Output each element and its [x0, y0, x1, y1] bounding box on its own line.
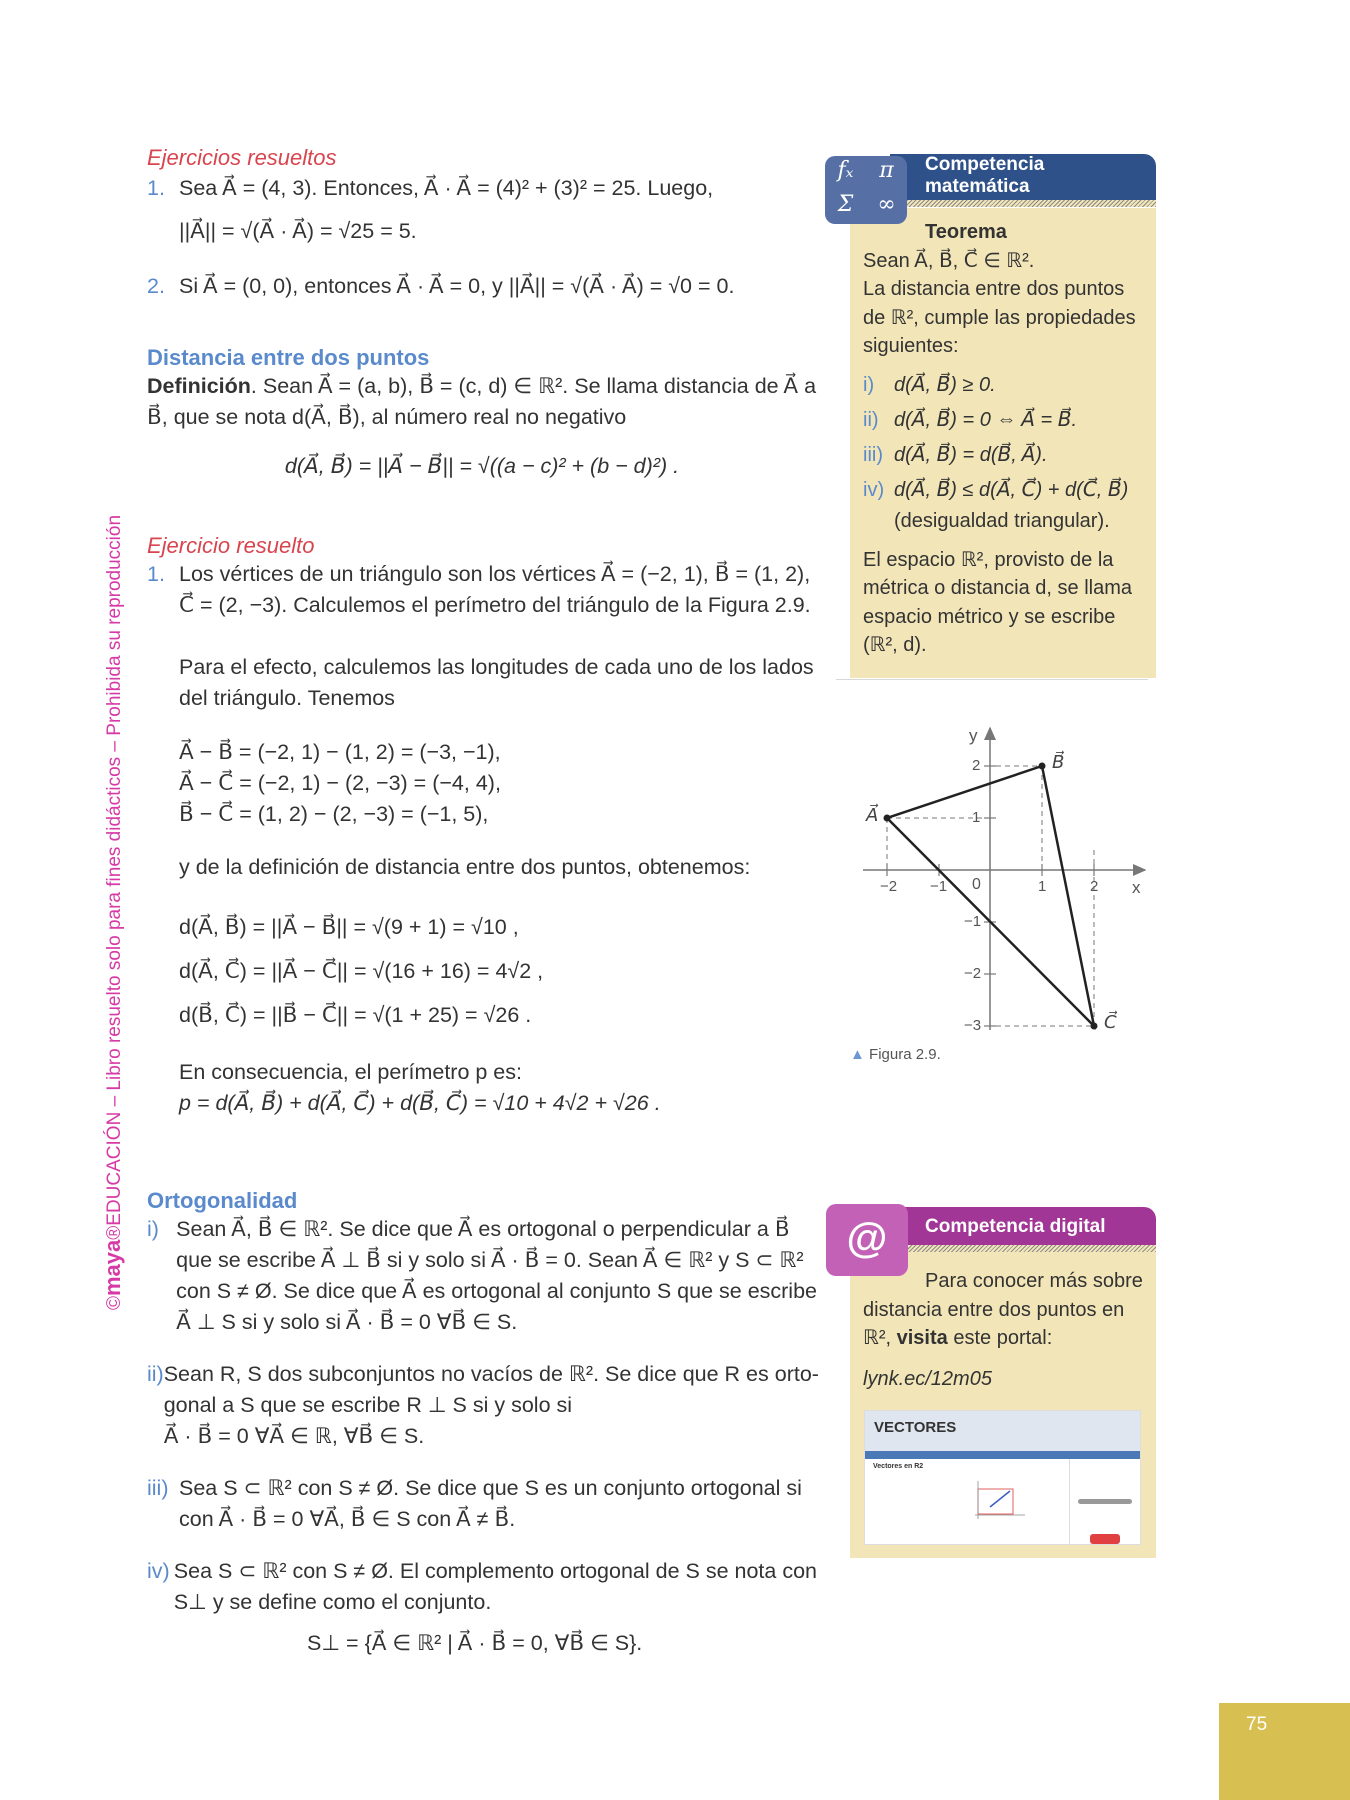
- title-line: Competencia: [925, 154, 1045, 175]
- property-item: [863, 403, 1153, 438]
- property-text: d(A⃗, B⃗) ≥ 0.: [894, 373, 996, 396]
- y-tick: −3: [964, 1017, 982, 1034]
- property-text: d(A⃗, B⃗) ≤ d(A⃗, C⃗) + d(C⃗, B⃗): [894, 478, 1129, 501]
- definition-line-1: [147, 371, 817, 402]
- item-line: Sean A⃗, B⃗ ∈ ℝ². Se dice que A⃗ es ortogonal o perpendicular a B⃗: [176, 1217, 790, 1241]
- item-number: 2.: [147, 274, 165, 298]
- header-hatch-decoration: [890, 1245, 1156, 1252]
- item-number: 1.: [147, 562, 165, 586]
- distance-row: d(A⃗, B⃗) = ||A⃗ − B⃗|| = √(9 + 1) = √10 ,: [179, 915, 519, 939]
- property-text: d(A⃗, B⃗) = d(B⃗, A⃗).: [894, 443, 1048, 466]
- definition-text: . Sean A⃗ = (a, b), B⃗ = (c, d) ∈ ℝ². Se llama distancia de A⃗ a: [250, 374, 817, 398]
- competencia-matematica-title: [925, 154, 1044, 198]
- item-number: iv): [147, 1559, 170, 1583]
- function-icon: 𝑓ₓ: [837, 158, 854, 183]
- closing-line: métrica o distancia d, se llama: [863, 577, 1133, 599]
- header-hatch-decoration: [890, 200, 1156, 207]
- point-label-c: C⃗: [1104, 1012, 1117, 1032]
- item-line: Sean R, S dos subconjuntos no vacíos de ℝ². Se dice que R es orto-: [163, 1362, 819, 1386]
- closing-line: espacio métrico y se escribe: [863, 605, 1116, 628]
- conclusion-2: p = d(A⃗, B⃗) + d(A⃗, C⃗) + d(B⃗, C⃗) = √10 + 4√2 + √26 .: [179, 1091, 661, 1115]
- paragraph-3: y de la definición de distancia entre dos puntos, obtenemos:: [179, 855, 751, 879]
- copyright-vertical-text: [100, 515, 126, 1310]
- teorema-line: La distancia entre dos puntos: [863, 278, 1125, 300]
- section-heading: Ejercicios resueltos: [147, 145, 337, 170]
- screenshot-title: VECTORES: [865, 1411, 1140, 1451]
- point-label-b: B⃗: [1052, 752, 1065, 772]
- item-line: gonal a S que se escribe R ⊥ S si y solo si: [163, 1393, 573, 1417]
- infinity-icon: ∞: [877, 192, 896, 217]
- brand-logo: maya: [100, 1239, 125, 1296]
- distance-formula: d(A⃗, B⃗) = ||A⃗ − B⃗|| = √((a − c)² + (b − d)²) .: [284, 454, 680, 478]
- pi-icon: π: [879, 158, 894, 183]
- property-number: iv): [863, 478, 885, 501]
- teorema-heading: Teorema: [925, 221, 1007, 243]
- properties-list: [863, 368, 1153, 534]
- closing-paragraph: [863, 546, 1153, 660]
- page-number-box: [1219, 1703, 1350, 1800]
- distance-row: d(A⃗, C⃗) = ||A⃗ − C⃗|| = √(16 + 16) = 4√2 ,: [179, 959, 544, 983]
- conclusion-1: En consecuencia, el perímetro p es:: [179, 1060, 522, 1084]
- triangle-marker-icon: ▲: [850, 1046, 865, 1063]
- item-line: Sea S ⊂ ℝ² con S ≠ Ø. El complemento ortogonal de S se nota con: [173, 1559, 817, 1583]
- difference-row: A⃗ − B⃗ = (−2, 1) − (1, 2) = (−3, −1),: [179, 740, 501, 764]
- exercise-intro-1: [147, 559, 817, 590]
- exercise-text: Si A⃗ = (0, 0), entonces A⃗ · A⃗ = 0, y ||A⃗|| = √(A⃗ · A⃗) = √0 = 0.: [179, 274, 735, 298]
- ejercicio-resuelto-section: [147, 533, 817, 1119]
- item-line: con A⃗ · B⃗ = 0 ∀A⃗, B⃗ ∈ S con A⃗ ≠ B⃗.: [179, 1507, 516, 1531]
- definition-label: Definición: [147, 374, 251, 398]
- digital-content: [863, 1267, 1153, 1353]
- teorema-line: de ℝ², cumple las propiedades: [863, 306, 1136, 329]
- y-tick: −2: [964, 965, 982, 982]
- exercise-text: Sea A⃗ = (4, 3). Entonces, A⃗ · A⃗ = (4)² + (3)² = 25. Luego,: [179, 176, 714, 200]
- differences-list: [147, 737, 817, 830]
- ejercicios-resueltos-section: [147, 145, 807, 302]
- teorema-line: Sean A⃗, B⃗, C⃗ ∈ ℝ².: [863, 249, 1035, 272]
- digital-line: Para conocer más sobre: [925, 1270, 1143, 1292]
- website-screenshot: [864, 1410, 1141, 1545]
- distance-row: d(B⃗, C⃗) = ||B⃗ − C⃗|| = √(1 + 25) = √26 .: [179, 1003, 532, 1027]
- x-axis-label: x: [1132, 878, 1141, 897]
- definition-line-2: B⃗, que se nota d(A⃗, B⃗), al número real no negativo: [147, 405, 627, 429]
- closing-line: El espacio ℝ², provisto de la: [863, 548, 1114, 571]
- closing-line: (ℝ², d).: [863, 634, 927, 656]
- copyright-symbol: ©: [104, 1296, 125, 1310]
- copyright-text: EDUCACIÓN – Libro resuelto solo para fines didácticos – Prohibida su reproducción: [104, 514, 125, 1226]
- title-line: matemática: [925, 176, 1030, 197]
- point-label-a: A⃗: [866, 805, 879, 825]
- property-note: (desigualdad triangular).: [894, 509, 1110, 532]
- visit-emphasis: visita: [896, 1327, 948, 1349]
- property-number: i): [863, 373, 875, 396]
- item-line: que se escribe A⃗ ⊥ B⃗ si y solo si A⃗ · B⃗ = 0. Sean A⃗ ∈ ℝ² y S ⊂ ℝ²: [176, 1248, 804, 1272]
- property-item: [863, 438, 1153, 473]
- box-divider: [836, 679, 1148, 680]
- distancia-section: [147, 345, 817, 482]
- portal-link[interactable]: lynk.ec/12m05: [863, 1368, 992, 1390]
- paragraph-2: del triángulo. Tenemos: [179, 686, 395, 710]
- triangle-figure: [855, 720, 1165, 1040]
- y-axis-label: y: [969, 726, 978, 745]
- screenshot-sidebar: [1069, 1459, 1140, 1544]
- difference-row: B⃗ − C⃗ = (1, 2) − (2, −3) = (−1, 5),: [179, 802, 489, 826]
- exercise-1: [147, 173, 807, 204]
- section-heading: Ejercicio resuelto: [147, 533, 315, 558]
- screenshot-nav-bar: [865, 1451, 1140, 1459]
- item-line: A⃗ · B⃗ = 0 ∀A⃗ ∈ ℝ, ∀B⃗ ∈ S.: [163, 1424, 425, 1448]
- orthogonality-item-iv: [147, 1556, 817, 1618]
- exercise-2: [147, 271, 807, 302]
- property-item: [863, 368, 1153, 403]
- property-text: d(A⃗, B⃗) = 0 ⇔ A⃗ = B⃗.: [894, 408, 1077, 431]
- x-tick: −1: [930, 878, 948, 895]
- intro-text: Los vértices de un triángulo son los vértices A⃗ = (−2, 1), B⃗ = (1, 2),: [179, 562, 811, 586]
- text: este portal:: [947, 1327, 1053, 1349]
- x-tick: −2: [880, 878, 898, 895]
- difference-row: A⃗ − C⃗ = (−2, 1) − (2, −3) = (−4, 4),: [179, 771, 501, 795]
- property-number: iii): [863, 443, 883, 466]
- text: ℝ²,: [863, 1327, 897, 1349]
- property-number: ii): [863, 408, 879, 431]
- orthogonal-complement-formula: S⊥ = {A⃗ ∈ ℝ² | A⃗ · B⃗ = 0, ∀B⃗ ∈ S}.: [307, 1631, 643, 1655]
- digital-line: distancia entre dos puntos en: [863, 1298, 1125, 1321]
- caption-text: Figura 2.9.: [869, 1046, 941, 1063]
- x-tick: 2: [1090, 878, 1099, 895]
- digital-line: [863, 1324, 1153, 1353]
- paragraph-1: Para el efecto, calculemos las longitudes de cada uno de los lados: [179, 655, 814, 679]
- competencia-digital-title: Competencia digital: [925, 1216, 1106, 1237]
- ortogonalidad-section: [147, 1188, 817, 1659]
- teorema-line: siguientes:: [863, 335, 959, 357]
- distances-list: [147, 905, 817, 1037]
- x-tick: 1: [1038, 878, 1047, 895]
- section-heading: Ortogonalidad: [147, 1188, 298, 1213]
- y-tick: 2: [972, 757, 981, 774]
- item-line: S⊥ y se define como el conjunto.: [173, 1590, 492, 1614]
- screenshot-graph: [970, 1479, 1030, 1524]
- at-sign-icon: @: [826, 1204, 908, 1276]
- item-number: 1.: [147, 176, 165, 200]
- item-line: con S ≠ Ø. Se dice que A⃗ es ortogonal al conjunto S que se escribe: [176, 1279, 817, 1303]
- exercise-intro-2: C⃗ = (2, −3). Calculemos el perímetro del triángulo de la Figura 2.9.: [179, 593, 811, 617]
- registered-mark: ®: [104, 1225, 125, 1240]
- item-number: ii): [147, 1362, 164, 1386]
- page-number: 75: [1246, 1714, 1268, 1735]
- section-heading: Distancia entre dos puntos: [147, 345, 430, 370]
- orthogonality-item-i: [147, 1214, 817, 1338]
- item-line: A⃗ ⊥ S si y solo si A⃗ · B⃗ = 0 ∀B⃗ ∈ S.: [176, 1310, 518, 1334]
- orthogonality-item-iii: [147, 1473, 817, 1535]
- y-tick: −1: [964, 913, 982, 930]
- orthogonality-item-ii: [147, 1359, 817, 1452]
- teorema-content: [863, 218, 1153, 660]
- item-line: Sea S ⊂ ℝ² con S ≠ Ø. Se dice que S es un conjunto ortogonal si: [179, 1476, 802, 1500]
- screenshot-subtitle: Vectores en R2: [873, 1463, 924, 1470]
- exercise-1-result: ||A⃗|| = √(A⃗ · A⃗) = √25 = 5.: [179, 219, 417, 243]
- math-symbols-icon: [825, 156, 907, 224]
- origin-label: 0: [972, 876, 981, 893]
- item-number: iii): [147, 1476, 169, 1500]
- y-tick: 1: [972, 809, 981, 826]
- figure-caption: [850, 1046, 941, 1063]
- sigma-icon: Σ: [837, 192, 854, 217]
- item-number: i): [147, 1217, 159, 1241]
- property-item: [863, 473, 1153, 508]
